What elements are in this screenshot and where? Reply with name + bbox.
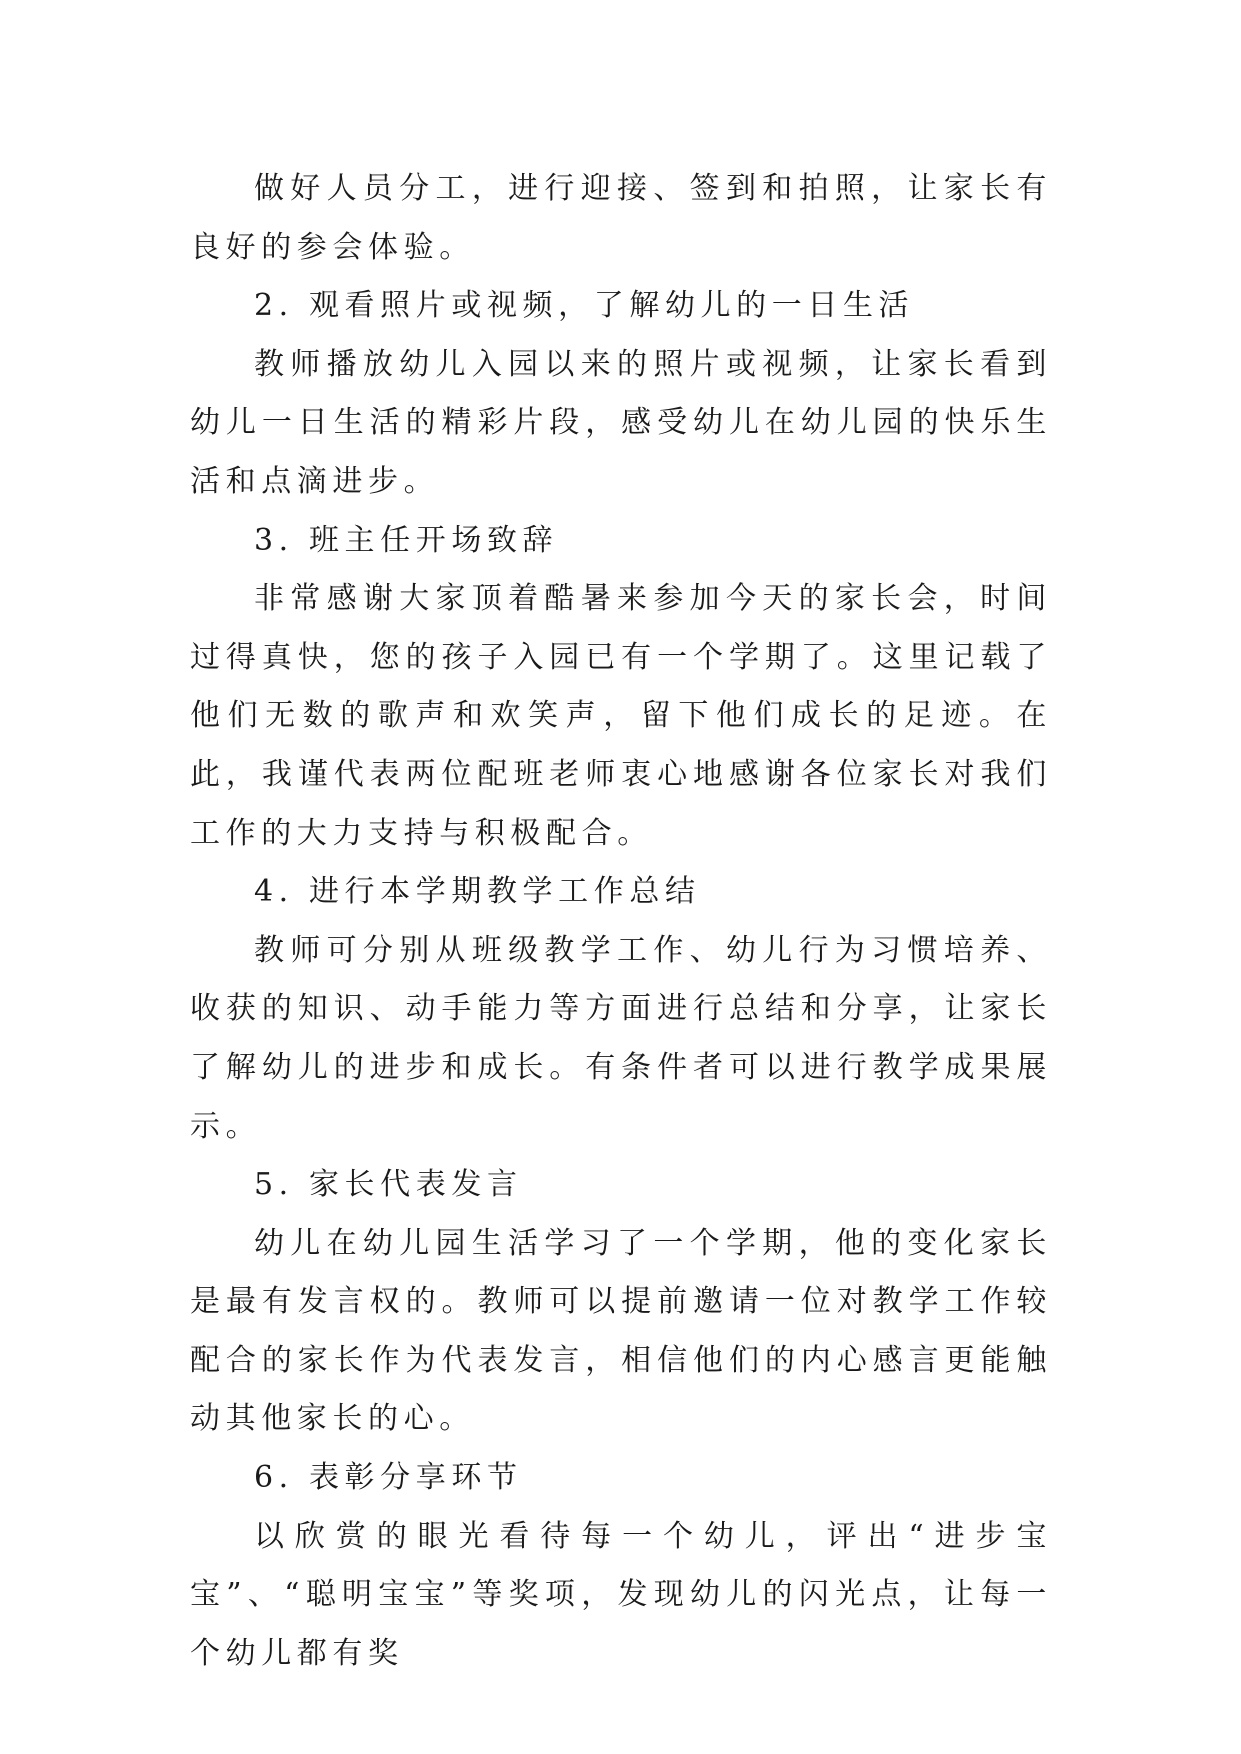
section-heading-photos-videos: 2. 观看照片或视频，了解幼儿的一日生活	[254, 288, 915, 324]
section-heading-semester-summary: 4. 进行本学期教学工作总结	[254, 874, 701, 910]
paragraph-semester-summary: 教师可分别从班级教学工作、幼儿行为习惯培养、收获的知识、动手能力等方面进行总结和分享，让家长了解幼儿的进步和成长。有条件者可以进行教学成果展示。	[190, 932, 1052, 1144]
section-heading-opening-speech: 3. 班主任开场致辞	[254, 522, 559, 558]
section-heading-awards: 6. 表彰分享环节	[254, 1460, 523, 1496]
paragraph-parent-speech: 幼儿在幼儿园生活学习了一个学期，他的变化家长是最有发言权的。教师可以提前邀请一位对教学工作较配合的家长作为代表发言，相信他们的内心感言更能触动其他家长的心。	[190, 1225, 1052, 1437]
paragraph-attendance-arrangement: 做好人员分工，进行迎接、签到和拍照，让家长有良好的参会体验。	[190, 171, 1052, 265]
paragraph-opening-speech: 非常感谢大家顶着酷暑来参加今天的家长会，时间过得真快，您的孩子入园已有一个学期了。这里记载了他们无数的歌声和欢笑声，留下他们成长的足迹。在此，我谨代表两位配班老师衷心地感谢各位家长对我们工作的大力支持与积极配合。	[190, 581, 1052, 851]
paragraph-awards: 以欣赏的眼光看待每一个幼儿，评出“进步宝宝”、“聪明宝宝”等奖项，发现幼儿的闪光点，让每一个幼儿都有奖	[190, 1518, 1052, 1671]
paragraph-photos-videos: 教师播放幼儿入园以来的照片或视频，让家长看到幼儿一日生活的精彩片段，感受幼儿在幼儿园的快乐生活和点滴进步。	[190, 346, 1052, 499]
section-heading-parent-speech: 5. 家长代表发言	[254, 1167, 523, 1203]
document-body	[190, 160, 1052, 1683]
